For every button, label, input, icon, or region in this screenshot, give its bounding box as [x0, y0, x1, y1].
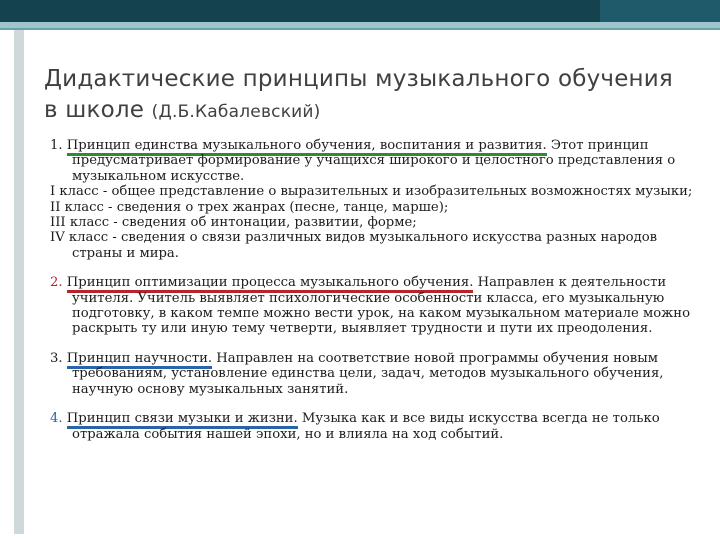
title-author: (Д.Б.Кабалевский): [151, 102, 321, 122]
top-stripe-line: [0, 28, 720, 30]
principle-3-heading: Принцип научности.: [67, 351, 212, 369]
principle-1-heading: Принцип единства музыкального обучения, воспитания и развития.: [67, 138, 547, 156]
principle-1-number: 1.: [50, 138, 63, 153]
class-3-item: III класс - сведения об интонации, развитии, форме;: [50, 215, 417, 231]
principle-2: [50, 275, 700, 337]
principle-4-number: 4.: [50, 411, 63, 427]
principle-3-number: 3.: [50, 350, 63, 366]
principle-4-heading: Принцип связи музыки и жизни.: [67, 411, 298, 429]
principle-3: [50, 351, 700, 397]
principle-4: [50, 411, 700, 442]
principle-4-text: Музыка как и все виды искусства всегда не только отражала события нашей эпохи, но и влияла на ход событий.: [72, 411, 660, 442]
principle-2-number: 2.: [50, 275, 63, 291]
class-2-item: II класс - сведения о трех жанрах (песне, танце, марше);: [50, 199, 449, 215]
top-banner-dark: [0, 0, 600, 22]
principle-1-text: Этот принцип предусматривает формирование у учащихся широкого и целостного представления о музыкальном искусстве.: [72, 138, 676, 184]
class-1-item: I класс - общее представление о выразительных и изобразительных возможностях музыки;: [50, 184, 693, 200]
left-accent-bar: [14, 30, 24, 534]
class-4-item: IV класс - сведения о связи различных видов музыкального искусства разных народов страны и мира.: [50, 230, 658, 261]
principle-3-text: Направлен на соответствие новой программы обучения новым требованиям, установление единства цели, задач, методов музыкального обучения, научную основу музыкальных занятий.: [72, 350, 664, 397]
slide-content: [50, 138, 700, 442]
slide-title: [44, 64, 684, 128]
principle-1: [50, 138, 700, 184]
title-main: Дидактические принципы музыкального обучения в школе: [44, 66, 673, 123]
principle-2-text: Направлен к деятельности учителя. Учитель выявляет психологические особенности класса, его музыкальную подготовку, в каком темпе можно вести урок, на каком музыкальном материале можно раскрыть ту или иную тему четверти, выявляет трудности и пути их преодоления.: [72, 275, 691, 337]
principle-2-heading: Принцип оптимизации процесса музыкального обучения.: [67, 275, 474, 293]
